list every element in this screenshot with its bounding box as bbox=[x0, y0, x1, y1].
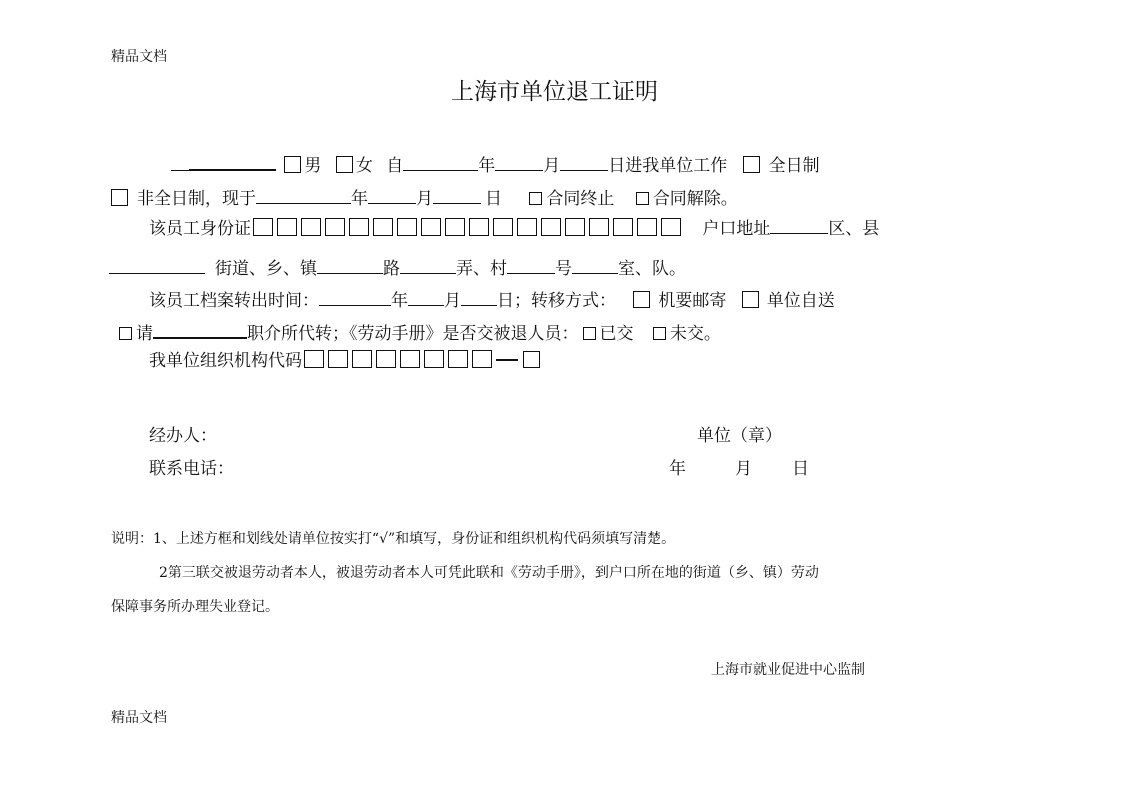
archive-day-blank[interactable] bbox=[461, 288, 497, 306]
id-digit-box[interactable] bbox=[325, 218, 345, 236]
org-code-digit-box[interactable] bbox=[400, 350, 420, 368]
footer-watermark: 精品文档 bbox=[111, 710, 167, 726]
id-digit-box[interactable] bbox=[277, 218, 297, 236]
id-digit-box[interactable] bbox=[253, 218, 273, 236]
id-digit-box[interactable] bbox=[301, 218, 321, 236]
month2-label: 月 bbox=[416, 189, 433, 209]
parttime-label: 非全日制，现于 bbox=[137, 189, 256, 209]
district-label: 区、县 bbox=[828, 219, 880, 239]
sign-year-label: 年 bbox=[669, 459, 686, 479]
id-digit-box[interactable] bbox=[541, 218, 561, 236]
sign-month-label: 月 bbox=[735, 459, 752, 479]
fulltime-label: 全日制 bbox=[768, 156, 820, 176]
org-code-digit-box[interactable] bbox=[472, 350, 492, 368]
org-code-digit-box[interactable] bbox=[328, 350, 348, 368]
id-number-boxes bbox=[251, 218, 683, 239]
id-digit-box[interactable] bbox=[445, 218, 465, 236]
id-digit-box[interactable] bbox=[493, 218, 513, 236]
handed-label: 已交 bbox=[599, 324, 634, 344]
from-label: 自 bbox=[386, 156, 404, 176]
mail-label: 机要邮寄 bbox=[658, 291, 727, 311]
name-prefix-line bbox=[171, 153, 189, 171]
room-label: 室、队。 bbox=[618, 259, 686, 279]
phone-label: 联系电话： bbox=[149, 459, 234, 479]
please-label: 请 bbox=[136, 324, 153, 344]
org-code-boxes bbox=[302, 350, 494, 371]
mail-checkbox[interactable] bbox=[633, 291, 650, 308]
form-line-3 bbox=[149, 214, 879, 239]
contract-end-checkbox[interactable] bbox=[529, 192, 542, 205]
contract-cancel-label: 合同解除。 bbox=[652, 189, 738, 209]
start-day-blank[interactable] bbox=[560, 153, 608, 171]
male-checkbox[interactable] bbox=[284, 156, 301, 173]
name-blank[interactable] bbox=[189, 152, 276, 171]
start-year-blank[interactable] bbox=[403, 153, 478, 171]
org-code-digit-box[interactable] bbox=[376, 350, 396, 368]
id-digit-box[interactable] bbox=[637, 218, 657, 236]
org-code-digit-box[interactable] bbox=[304, 350, 324, 368]
street-blank[interactable] bbox=[109, 256, 205, 274]
id-digit-box[interactable] bbox=[661, 218, 681, 236]
agency-label: 职介所代转；《劳动手册》是否交被退人员： bbox=[247, 324, 579, 344]
lane-label: 弄、村 bbox=[456, 259, 507, 279]
year2-label: 年 bbox=[351, 189, 368, 209]
room-blank[interactable] bbox=[572, 256, 618, 274]
page-title: 上海市单位退工证明 bbox=[451, 79, 658, 105]
year-label: 年 bbox=[478, 156, 496, 176]
archive-month-blank[interactable] bbox=[408, 288, 444, 306]
handed-checkbox[interactable] bbox=[583, 327, 596, 340]
not-handed-checkbox[interactable] bbox=[653, 327, 666, 340]
form-line-2 bbox=[111, 184, 738, 209]
hukou-label: 户口地址 bbox=[702, 219, 771, 239]
road-label: 路 bbox=[383, 259, 400, 279]
contract-end-label: 合同终止 bbox=[546, 189, 615, 209]
lane-blank[interactable] bbox=[400, 256, 456, 274]
month-label: 月 bbox=[543, 156, 561, 176]
form-line-5 bbox=[149, 286, 835, 311]
org-code-digit-box[interactable] bbox=[448, 350, 468, 368]
id-digit-box[interactable] bbox=[373, 218, 393, 236]
id-digit-box[interactable] bbox=[565, 218, 585, 236]
header-watermark: 精品文档 bbox=[111, 49, 167, 65]
org-code-dash bbox=[496, 359, 518, 361]
id-label: 该员工身份证 bbox=[149, 219, 251, 239]
male-label: 男 bbox=[304, 156, 322, 176]
street-label: 街道、乡、镇 bbox=[215, 259, 317, 279]
org-code-check-box[interactable] bbox=[523, 351, 540, 368]
female-label: 女 bbox=[355, 156, 373, 176]
number-blank[interactable] bbox=[507, 256, 555, 274]
form-line-7 bbox=[149, 346, 543, 371]
supervisor-label: 上海市就业促进中心监制 bbox=[711, 662, 865, 678]
month3-label: 月 bbox=[444, 291, 461, 311]
id-digit-box[interactable] bbox=[517, 218, 537, 236]
form-line-6 bbox=[119, 319, 721, 344]
note-line-3: 保障事务所办理失业登记。 bbox=[111, 599, 279, 615]
id-digit-box[interactable] bbox=[469, 218, 489, 236]
note-line-2: 2第三联交被退劳动者本人，被退劳动者本人可凭此联和《劳动手册》，到户口所在地的街道（乡、镇）劳动 bbox=[159, 565, 819, 581]
current-month-blank[interactable] bbox=[368, 186, 416, 204]
handler-label: 经办人： bbox=[149, 426, 217, 446]
archive-year-blank[interactable] bbox=[319, 288, 391, 306]
id-digit-box[interactable] bbox=[613, 218, 633, 236]
id-digit-box[interactable] bbox=[589, 218, 609, 236]
contract-cancel-checkbox[interactable] bbox=[636, 192, 649, 205]
day3-label: 日；转移方式： bbox=[497, 291, 616, 311]
agency-blank[interactable] bbox=[153, 320, 247, 339]
sign-day-label: 日 bbox=[792, 459, 809, 479]
current-day-blank[interactable] bbox=[433, 186, 481, 204]
org-code-digit-box[interactable] bbox=[424, 350, 444, 368]
archive-label: 该员工档案转出时间： bbox=[149, 291, 319, 311]
note-line-1: 说明：1、上述方框和划线处请单位按实打“√”和填写，身份证和组织机构代码须填写清楚。 bbox=[111, 531, 676, 547]
self-send-checkbox[interactable] bbox=[742, 291, 759, 308]
org-code-digit-box[interactable] bbox=[352, 350, 372, 368]
agency-checkbox[interactable] bbox=[119, 327, 132, 340]
road-blank[interactable] bbox=[317, 256, 383, 274]
fulltime-checkbox[interactable] bbox=[743, 156, 760, 173]
id-digit-box[interactable] bbox=[349, 218, 369, 236]
id-digit-box[interactable] bbox=[397, 218, 417, 236]
form-line-4 bbox=[109, 254, 686, 279]
parttime-checkbox[interactable] bbox=[111, 189, 128, 206]
day2-label: 日 bbox=[485, 189, 502, 209]
id-digit-box[interactable] bbox=[421, 218, 441, 236]
start-month-blank[interactable] bbox=[495, 153, 543, 171]
unit-seal-label: 单位（章） bbox=[697, 426, 782, 446]
not-handed-label: 未交。 bbox=[669, 324, 721, 344]
female-checkbox[interactable] bbox=[336, 156, 353, 173]
form-line-1 bbox=[171, 151, 820, 176]
day-tail-label: 日进我单位工作 bbox=[608, 156, 728, 176]
self-send-label: 单位自送 bbox=[766, 291, 835, 311]
number-label: 号 bbox=[555, 259, 572, 279]
org-code-label: 我单位组织机构代码 bbox=[149, 351, 302, 371]
year3-label: 年 bbox=[391, 291, 408, 311]
current-year-blank[interactable] bbox=[256, 186, 351, 204]
hukou-district-blank[interactable] bbox=[770, 216, 828, 234]
